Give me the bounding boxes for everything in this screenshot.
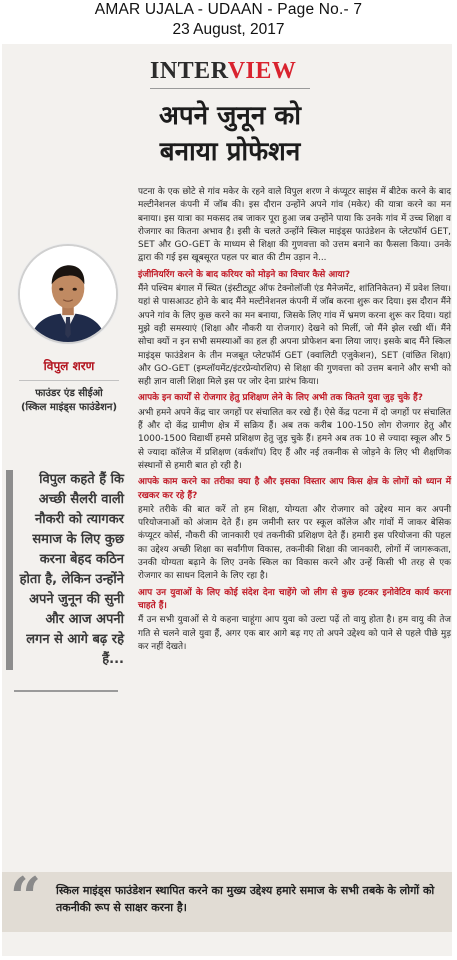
portrait-photo [18, 244, 118, 344]
answer-3: हमारे तरीके की बात करें तो हम शिक्षा, योग्यता और रोजगार को उद्देश्य मान कर अपनी परियोजनाओं को अंजाम देते हैं। हम जमीनी स्तर पर स्कूल कॉलेज और गांवों में जाकर बेसिक कंप्यूटर कोर्स, नौकरी की जानकारी एवं तकनीकी प्रशिक्षण देते हैं। हमारी इस परियोजना की पहल का उद्देश्य अच्छी शिक्षा का सर्वांगीण विकास, तकनीकी शिक्षा की जानकारी, लोगों में जागरूकता, उनकी योग्यता बढ़ाने के लिए उनके स्किल का विकास करने और उन्हें किसी भी तरह से एक रोजगार का साधन दिलाने के लिए रहा है। [138, 504, 451, 582]
pull-quote-rule [14, 690, 118, 692]
question-1: इंजीनियरिंग करने के बाद करियर को मोड़ने का विचार कैसे आया? [138, 269, 351, 280]
question-3: आपके काम करने का तरीका क्या है और इसका विस्तार आप किस क्षेत्र के लोगों को ध्यान में रखकर कर रहे हैं? [138, 477, 451, 501]
headline-line-1: अपने जुनून को [158, 101, 302, 131]
article-intro: पटना के एक छोटे से गांव मकेर के रहने वाले विपुल शरण ने कंप्यूटर साइंस में बीटेक करने के बाद मल्टीनेशनल कंपनी में जॉब की। इस दौरान उन्होंने अपने गांव (मकेर) की यात्रा करने का मन बनाया। इस यात्रा का मकसद तब जाकर पूरा हुआ जब उन्होंने पाया कि उनके गांव में उच्च शिक्षा व रोजगार का कितना अभाव है। इसी के चलते उन्होंने स्किल माइंड्स फाउंडेशन के प्लेटफॉर्म GET, SET और GO-GET के माध्यम से शिक्षा की गुणवत्ता को उत्तम बनाने का फैसला किया। उनके द्वारा की गई इस खूबसूरत पहल पर बात की टीम उड़ान ने... [138, 187, 451, 264]
article-headline [110, 98, 350, 170]
publication-line: AMAR UJALA - UDAAN - Page No.- 7 [94, 1, 363, 18]
question-4: आप उन युवाओं के लिए कोई संदेश देना चाहेंगे जो लीग से कुछ हटकर इनोवेटिव कार्य करना चाहते हैं। [138, 587, 451, 611]
clipping-header [0, 0, 457, 40]
quote-mark-icon: “ [10, 865, 42, 929]
section-underline [150, 88, 310, 89]
answer-4: मैं उन सभी युवाओं से ये कहना चाहूंगा आप युवा को उल्टा पढ़ें तो वायु होता है। हम वायु की तेज गति से चलने वाले युवा हैं, अगर एक बार आगे बढ़ गए तो अपने उद्देश्य को पाने से पहले पीछे मुड़ कर नहीं देखते। [138, 615, 451, 652]
headline-line-2: बनाया प्रोफेशन [159, 137, 301, 167]
answer-1: मैंने पश्चिम बंगाल में स्थित (इंस्टीट्यूट ऑफ टेक्नोलॉजी एंड मैनेजमेंट, शांतिनिकेतन) में प्रवेश लिया। यहां से पासआउट होने के बाद मैंने मल्टीनेशनल कंपनी में जॉब करना शुरू कर दिया। इस दौरान मैंने अपने गांव के लिए कुछ करने का मन बनाया, जिसके लिए गांव में भ्रमण करना शुरू कर दिया। यहां मुझे वही समस्याएं (शिक्षा और नौकरी या रोजगार) देखने को मिलीं, जो मैंने झेल रखी थीं। मैंने सोचा क्यों न इन सभी समस्याओं का हल ही अपना प्रोफेशन बना लिया जाए। इसके बाद मैंने स्किल माइंड्स फाउंडेशन के तीन मजबूत प्लेटफॉर्म GET (क्वालिटी एजुकेशन), SET (वांछित शिक्षा) और GO-GET (इम्प्लॉयमेंट/इंटरप्रेन्योरशिप) से शिक्षा की गुणवत्ता को उत्तम बनाने और सभी को सही ज्ञान वाली शिक्षा मिले इस पर जोर देना प्रारंभ किया। [138, 284, 451, 388]
publication-date: 23 August, 2017 [172, 21, 285, 38]
section-label-part2: VIEW [227, 58, 297, 84]
article-body [138, 186, 451, 657]
person-name: विपुल शरण [43, 359, 95, 373]
question-2: आपके इन कार्यों से रोजगार हेतु प्रशिक्षण लेने के लिए अभी तक कितने युवा जुड़ चुके हैं? [138, 393, 423, 404]
section-label [150, 58, 296, 85]
person-role [10, 387, 128, 415]
caption-divider [19, 380, 119, 381]
person-role-line-2: (स्किल माइंड्स फाउंडेशन) [20, 402, 118, 413]
pull-quote: विपुल कहते हैं कि अच्छी सैलरी वाली नौकरी को त्यागकर समाज के लिए कुछ करना बेहद कठिन होता है, लेकिन उन्होंने अपने जुनून की सुनी और आज अपनी लगन से आगे बढ़ रहे हैं... [6, 470, 124, 670]
person-caption [10, 357, 128, 415]
footer-quote: स्किल माइंड्स फाउंडेशन स्थापित करने का मुख्य उद्देश्य हमारे समाज के सभी तबके के लोगों को तकनीकी रूप से साक्षर करना है। [56, 884, 435, 914]
answer-2: अभी हमने अपने केंद्र चार जगहों पर संचालित कर रखे हैं। ऐसे केंद्र पटना में दो जगहों पर संचालित हैं और दो केंद्र ग्रामीण क्षेत्र में सक्रिय हैं। अब तक करीब 100-150 लोग रोजगार हेतु और 1000-1500 विद्यार्थी हमसे प्रशिक्षण हेतु जुड़ चुके हैं। हमने अब तक 10 से ज्यादा स्कूल और 5 से ज्यादा कॉलेज में प्रशिक्षण (वर्कशॉप) दिए हैं और नई तकनीक से जोड़ने के लिए भी शैक्षणिक संस्थानों से हमारी बात हो रही है। [138, 407, 451, 471]
section-label-part1: INTER [150, 58, 228, 84]
portrait-image [20, 246, 116, 342]
person-role-line-1: फाउंडर एंड सीईओ [35, 388, 103, 399]
